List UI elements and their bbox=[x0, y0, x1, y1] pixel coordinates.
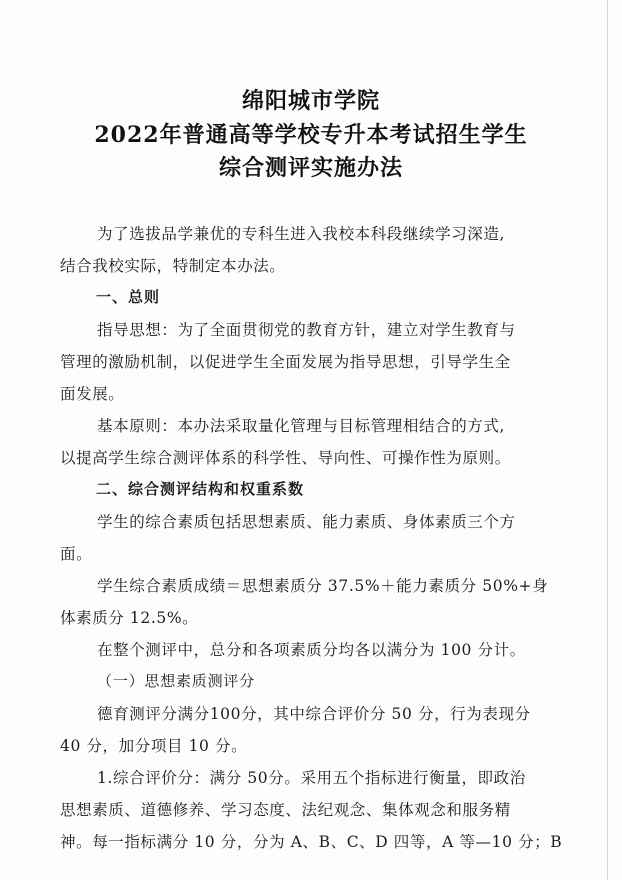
document-title-line-3: 综合测评实施办法 bbox=[218, 155, 403, 181]
item1-line-1: 1.综合评价分：满分 50分。采用五个指标进行衡量，即政治 bbox=[97, 769, 526, 787]
thought-quality-subheading: （一）思想素质测评分 bbox=[97, 672, 256, 690]
formula-line-1: 学生综合素质成绩＝思想素质分 37.5%＋能力素质分 50%+身 bbox=[97, 577, 549, 595]
section-1-heading: 一、总则 bbox=[96, 288, 161, 306]
intro-line-1: 为了选拔品学兼优的专科生进入我校本科段继续学习深造, bbox=[97, 225, 506, 243]
document-title-line-2: 2022年普通高等学校专升本考试招生学生 bbox=[94, 122, 528, 148]
quality-line-2: 面。 bbox=[60, 545, 93, 563]
full-score-line: 在整个测评中，总分和各项素质分均各以满分为 100 分计。 bbox=[97, 641, 526, 659]
item1-line-3: 神。每一指标满分 10 分，分为 A、B、C、D 四等，A 等—10 分；B bbox=[60, 833, 563, 851]
principle-line-1: 基本原则：本办法采取量化管理与目标管理相结合的方式, bbox=[97, 417, 506, 435]
institution-title: 绵阳城市学院 bbox=[241, 88, 380, 114]
principle-line-2: 以提高学生综合测评体系的科学性、导向性、可操作性为原则。 bbox=[60, 449, 511, 467]
section-2-heading: 二、综合测评结构和权重系数 bbox=[96, 480, 305, 498]
moral-line-1: 德育测评分满分100分，其中综合评价分 50 分，行为表现分 bbox=[97, 705, 531, 723]
quality-line-1: 学生的综合素质包括思想素质、能力素质、身体素质三个方 bbox=[97, 513, 516, 531]
guiding-line-2: 管理的激励机制，以促进学生全面发展为指导思想，引导学生全 bbox=[60, 353, 511, 371]
guiding-line-1: 指导思想：为了全面贯彻党的教育方针，建立对学生教育与 bbox=[97, 321, 516, 339]
guiding-line-3: 面发展。 bbox=[60, 385, 125, 403]
intro-line-2: 结合我校实际，特制定本办法。 bbox=[60, 257, 286, 275]
item1-line-2: 思想素质、道德修养、学习态度、法纪观念、集体观念和服务精 bbox=[60, 801, 511, 819]
moral-line-2: 40 分，加分项目 10 分。 bbox=[60, 737, 248, 755]
formula-line-2: 体素质分 12.5%。 bbox=[60, 609, 199, 627]
